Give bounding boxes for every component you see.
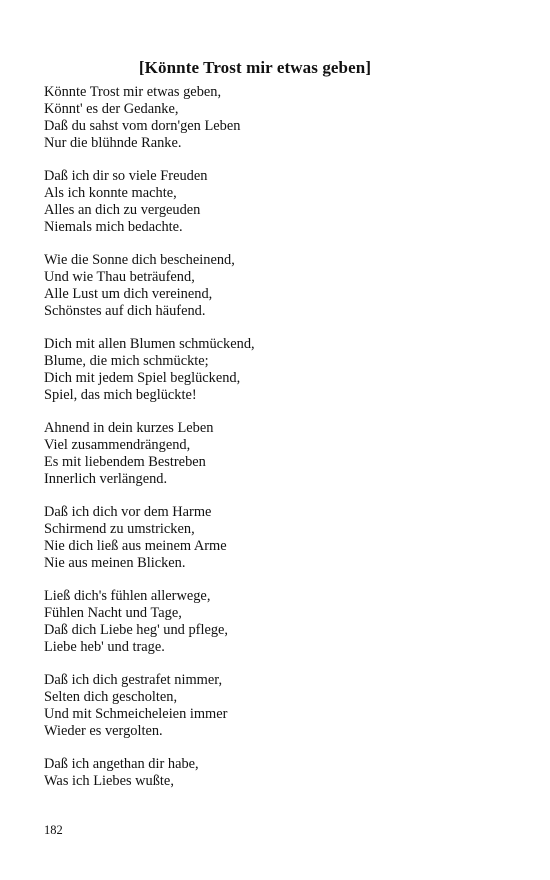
stanza [44, 420, 504, 488]
poem-line: Daß ich dich gestrafet nimmer, [44, 672, 223, 688]
poem-line: Ahnend in dein kurzes Leben [44, 420, 214, 436]
poem-line: Daß dich Liebe heg' und pflege, [44, 622, 229, 638]
stanza [44, 336, 504, 404]
poem-line: Und mit Schmeicheleien immer [44, 706, 228, 722]
poem-line: Viel zusammendrängend, [44, 437, 191, 453]
poem-line: Daß ich angethan dir habe, [44, 756, 199, 772]
poem-line: Selten dich gescholten, [44, 689, 178, 705]
poem-line: Dich mit allen Blumen schmückend, [44, 336, 255, 352]
poem-body [44, 84, 504, 806]
poem-line: Was ich Liebes wußte, [44, 773, 174, 789]
stanza [44, 504, 504, 572]
poem-line: Alle Lust um dich vereinend, [44, 286, 213, 302]
poem-line: Wie die Sonne dich bescheinend, [44, 252, 235, 268]
poem-title: [Könnte Trost mir etwas geben] [138, 58, 372, 77]
poem-line: Daß ich dich vor dem Harme [44, 504, 212, 520]
poem-line: Ließ dich's fühlen allerwege, [44, 588, 211, 604]
poem-line: Schirmend zu umstricken, [44, 521, 195, 537]
stanza [44, 756, 504, 790]
page-number: 182 [44, 823, 63, 837]
stanza [44, 84, 504, 152]
poem-line: Liebe heb' und trage. [44, 639, 165, 655]
poem-line: Innerlich verlängend. [44, 471, 168, 487]
poem-line: Wieder es vergolten. [44, 723, 163, 739]
poem-line: Alles an dich zu vergeuden [44, 202, 201, 218]
poem-line: Daß du sahst vom dorn'gen Leben [44, 118, 241, 134]
poem-line: Als ich konnte machte, [44, 185, 177, 201]
poem-line: Könnt' es der Gedanke, [44, 101, 179, 117]
poem-line: Es mit liebendem Bestreben [44, 454, 206, 470]
poem-line: Spiel, das mich beglückte! [44, 387, 197, 403]
stanza [44, 672, 504, 740]
poem-line: Daß ich dir so viele Freuden [44, 168, 208, 184]
poem-line: Und wie Thau beträufend, [44, 269, 195, 285]
poem-line: Fühlen Nacht und Tage, [44, 605, 182, 621]
stanza [44, 252, 504, 320]
poem-line: Schönstes auf dich häufend. [44, 303, 206, 319]
stanza [44, 588, 504, 656]
poem-line: Nie aus meinen Blicken. [44, 555, 186, 571]
poem-line: Nur die blühnde Ranke. [44, 135, 182, 151]
poem-line: Könnte Trost mir etwas geben, [44, 84, 222, 100]
poem-line: Dich mit jedem Spiel beglückend, [44, 370, 241, 386]
poem-line: Niemals mich bedachte. [44, 219, 183, 235]
stanza [44, 168, 504, 236]
poem-line: Nie dich ließ aus meinem Arme [44, 538, 227, 554]
poem-line: Blume, die mich schmückte; [44, 353, 209, 369]
